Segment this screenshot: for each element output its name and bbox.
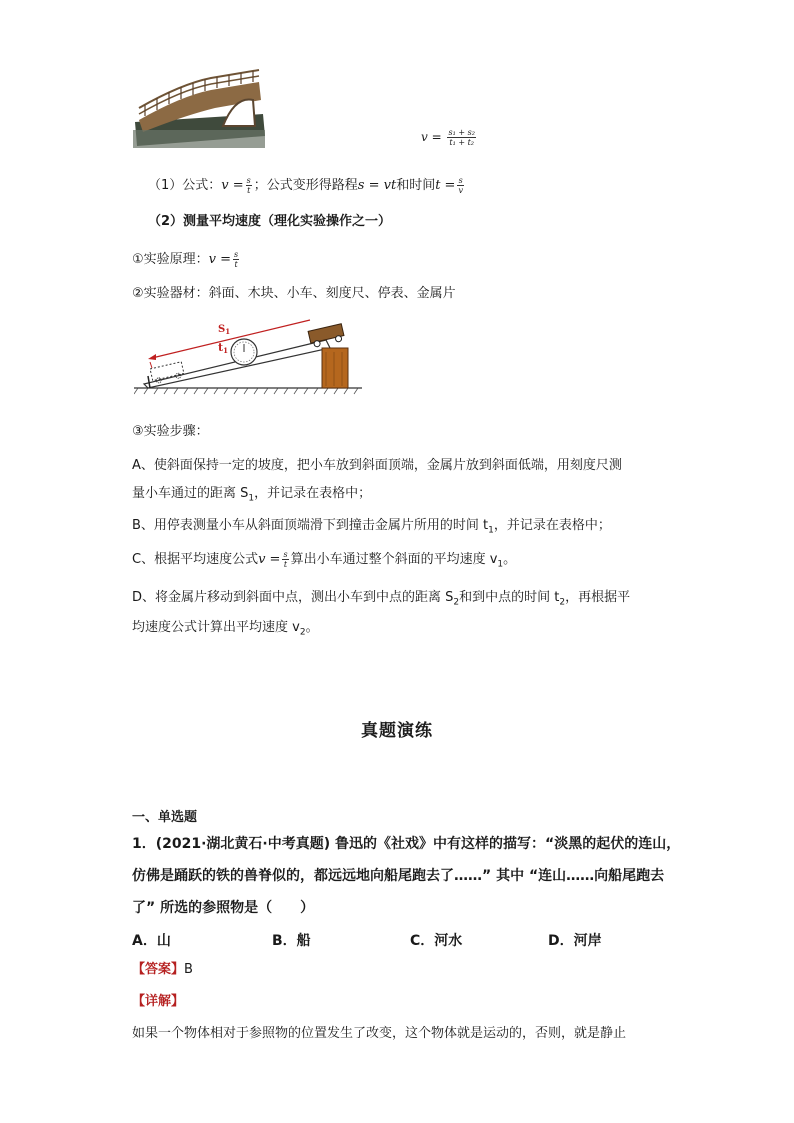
item-1-num: s — [246, 176, 251, 185]
step-d-sub1: 2 — [453, 597, 460, 608]
diagram-s-sub: 1 — [225, 327, 231, 336]
item-1-v-lhs: v = — [221, 178, 244, 193]
step-c — [132, 550, 516, 575]
step-d-line2-sub: 2 — [299, 627, 306, 638]
incline-diagram — [134, 318, 364, 398]
step-d-sub2: 2 — [559, 597, 566, 608]
answer-label: 【答案】 — [132, 962, 185, 977]
item-1-t-lhs: t = — [435, 178, 456, 193]
principle-den: t — [234, 260, 238, 269]
answer-value: B — [184, 962, 193, 977]
step-d-line2 — [132, 618, 319, 643]
bridge-image — [131, 66, 267, 150]
item-1-prefix: （1）公式： — [148, 178, 222, 193]
option-c: C．河水 — [410, 933, 463, 949]
step-d-line2-post: 。 — [305, 620, 319, 635]
option-b: B．船 — [272, 933, 311, 949]
step-c-lhs: v = — [258, 552, 281, 567]
detail-label: 【详解】 — [132, 994, 185, 1009]
question-type: 一、单选题 — [132, 810, 198, 825]
item-1-s-expr: s = vt — [357, 178, 397, 193]
experiment-equipment: ②实验器材：斜面、木块、小车、刻度尺、停表、金属片 — [132, 286, 456, 301]
average-speed-formula — [421, 128, 478, 147]
diagram-t-label — [218, 341, 228, 355]
step-c-num: s — [283, 550, 288, 559]
step-d-b: 和到中点的时间 t — [459, 590, 560, 605]
item-1-den: t — [247, 186, 251, 195]
step-c-fraction — [282, 550, 288, 569]
detail-text: 如果一个物体相对于参照物的位置发生了改变，这个物体就是运动的，否则，就是静止 — [132, 1026, 627, 1041]
step-b-post: ，并记录在表格中； — [493, 518, 611, 533]
step-a-line2-post: ，并记录在表格中； — [254, 486, 372, 501]
section-title: 真题演练 — [361, 721, 433, 741]
item-2-title: （2）测量平均速度（理化实验操作之一） — [148, 214, 392, 229]
principle-label: ①实验原理： — [132, 252, 209, 267]
question-line2: 仿佛是踊跃的铁的兽脊似的，都远远地向船尾跑去了……” 其中 “连山……向船尾跑去 — [132, 868, 665, 884]
step-c-pre: C、根据平均速度公式 — [132, 552, 259, 567]
step-d-c: ，再根据平 — [565, 590, 631, 605]
question-line1: 1．(2021·湖北黄石·中考真题) 鲁迅的《社戏》中有这样的描写：“淡黑的起伏的连山， — [132, 836, 681, 852]
step-a-line1: A、使斜面保持一定的坡度，把小车放到斜面顶端，金属片放到斜面低端，用刻度尺测 — [132, 458, 622, 473]
step-c-den: t — [283, 560, 288, 569]
item-1-fraction — [246, 176, 252, 195]
item-1-t-num: s — [458, 176, 463, 185]
diagram-s-label — [218, 324, 230, 336]
step-b-sub: 1 — [488, 525, 494, 536]
diagram-t-text: t — [218, 341, 224, 354]
option-a: A．山 — [132, 933, 171, 949]
formula-numerator: s₁ + s₂ — [448, 128, 475, 137]
step-c-post: 。 — [503, 552, 517, 567]
step-b-pre: B、用停表测量小车从斜面顶端滑下到撞击金属片所用的时间 t — [132, 518, 489, 533]
step-b — [132, 516, 611, 541]
step-d-line2-pre: 均速度公式计算出平均速度 v — [132, 620, 300, 635]
step-a-line2-sub: 1 — [248, 493, 255, 504]
detail-label-line — [132, 992, 184, 1012]
option-d: D．河岸 — [548, 933, 602, 949]
principle-fraction — [233, 250, 239, 269]
item-1-mid-text: ；公式变形得路程 — [253, 178, 358, 193]
item-1-t-den: v — [458, 186, 463, 195]
step-d-line1 — [132, 588, 630, 613]
formula-fraction — [447, 128, 475, 147]
experiment-principle — [132, 250, 241, 270]
step-d-a: D、将金属片移动到斜面中点，测出小车到中点的距离 S — [132, 590, 454, 605]
item-1-and-time: 和时间 — [396, 178, 436, 193]
item-1-t-fraction — [457, 176, 464, 195]
principle-num: s — [234, 250, 239, 259]
step-a-line2-pre: 量小车通过的距离 S — [132, 486, 249, 501]
step-c-sub: 1 — [497, 559, 504, 570]
formula-lhs: v = — [421, 130, 442, 144]
principle-lhs: v = — [208, 252, 232, 267]
diagram-s-text: S — [218, 324, 226, 335]
answer — [132, 960, 193, 980]
question-line3: 了” 所选的参照物是（ ） — [132, 900, 315, 916]
formula-denominator: t₁ + t₂ — [449, 138, 475, 147]
step-a-line2 — [132, 484, 371, 509]
diagram-t-sub: 1 — [223, 346, 228, 355]
step-c-mid: 算出小车通过整个斜面的平均速度 v — [290, 552, 498, 567]
item-1-formula — [148, 176, 466, 196]
steps-label: ③实验步骤： — [132, 424, 209, 439]
